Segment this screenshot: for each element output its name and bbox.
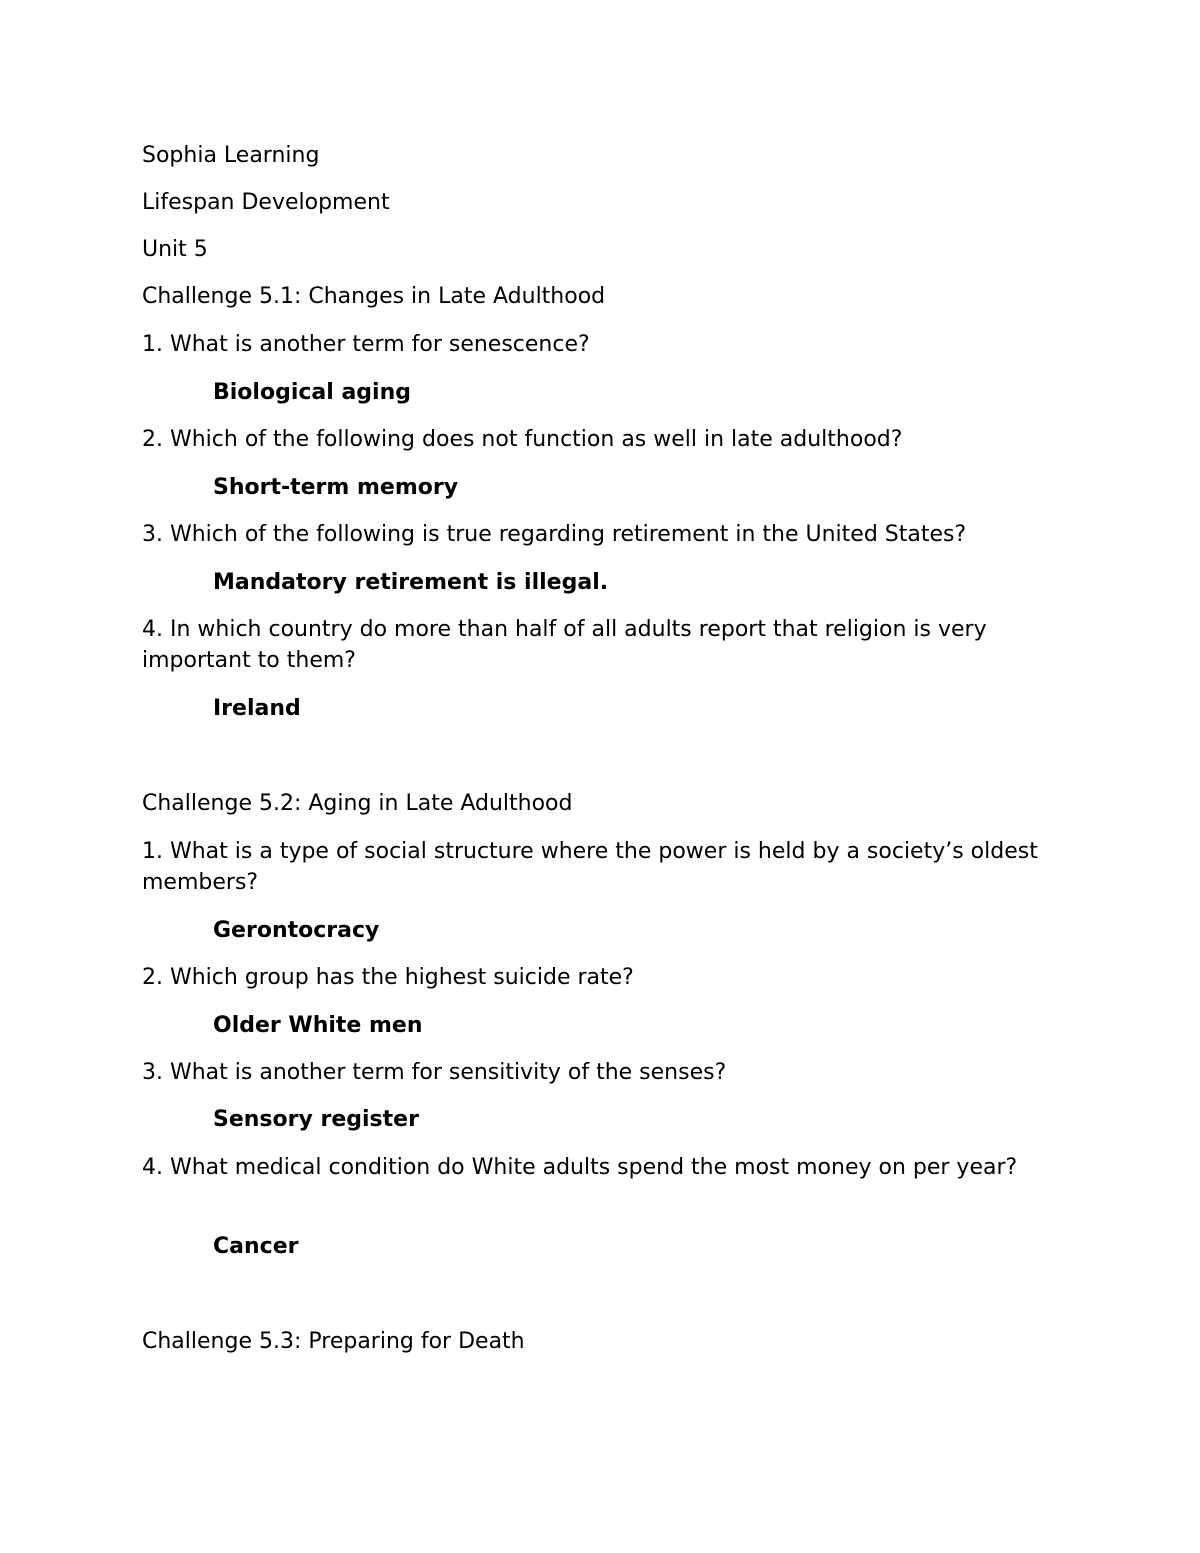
unit-label: Unit 5 (142, 237, 208, 262)
challenge-title: Challenge 5.1: Changes in Late Adulthood (142, 284, 606, 309)
question: 3. Which of the following is true regarding retirement in the United States? (142, 522, 967, 547)
answer: Older White men (213, 1013, 423, 1038)
question: 4. In which country do more than half of all adults report that religion is very important to them? (142, 617, 987, 673)
answer: Cancer (213, 1234, 299, 1259)
question: 3. What is another term for sensitivity of the senses? (142, 1060, 727, 1085)
course-title: Lifespan Development (142, 190, 390, 215)
question: 4. What medical condition do White adults spend the most money on per year? (142, 1155, 1018, 1180)
answer: Ireland (213, 696, 301, 721)
answer: Short-term memory (213, 475, 459, 500)
question: 2. Which of the following does not function as well in late adulthood? (142, 427, 903, 452)
answer: Mandatory retirement is illegal. (213, 570, 609, 595)
answer: Sensory register (213, 1107, 419, 1132)
question: 1. What is another term for senescence? (142, 332, 590, 357)
course-provider: Sophia Learning (142, 143, 320, 168)
challenge-title: Challenge 5.3: Preparing for Death (142, 1329, 525, 1354)
challenge-title: Challenge 5.2: Aging in Late Adulthood (142, 791, 573, 816)
answer: Gerontocracy (213, 918, 380, 943)
question: 1. What is a type of social structure where the power is held by a society’s oldest members? (142, 839, 1038, 895)
answer: Biological aging (213, 380, 411, 405)
question: 2. Which group has the highest suicide rate? (142, 965, 634, 990)
